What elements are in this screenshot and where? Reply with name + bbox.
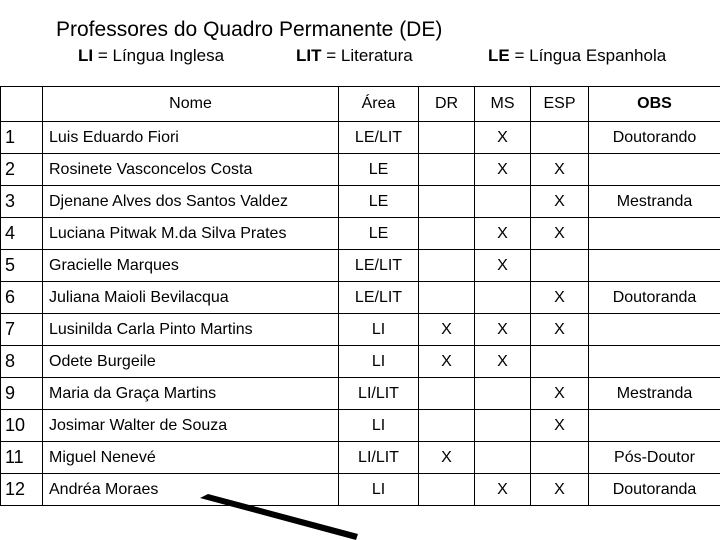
- header-esp: ESP: [531, 87, 589, 122]
- cell-ms: X: [475, 474, 531, 506]
- legend-lit: [296, 46, 413, 66]
- cell-name: Luciana Pitwak M.da Silva Prates: [43, 218, 339, 250]
- cell-ms: X: [475, 250, 531, 282]
- cell-area: LI/LIT: [339, 378, 419, 410]
- cell-area: LE/LIT: [339, 250, 419, 282]
- cell-area: LI/LIT: [339, 442, 419, 474]
- cell-esp: X: [531, 378, 589, 410]
- cell-ms: X: [475, 218, 531, 250]
- cell-name: Rosinete Vasconcelos Costa: [43, 154, 339, 186]
- cell-dr: [419, 154, 475, 186]
- header-dr: DR: [419, 87, 475, 122]
- table-row: [1, 378, 720, 410]
- professors-table: [0, 86, 720, 506]
- header-area: Área: [339, 87, 419, 122]
- legend-lit-desc: = Literatura: [321, 46, 413, 65]
- cell-dr: [419, 474, 475, 506]
- cell-ms: [475, 282, 531, 314]
- cell-dr: X: [419, 442, 475, 474]
- cell-dr: X: [419, 314, 475, 346]
- table-row: [1, 250, 720, 282]
- header-num: [1, 87, 43, 122]
- cell-ms: [475, 378, 531, 410]
- table-row: [1, 474, 720, 506]
- cell-obs: [589, 410, 720, 442]
- legend-le: [488, 46, 666, 66]
- cell-esp: X: [531, 474, 589, 506]
- cell-dr: [419, 282, 475, 314]
- cell-dr: [419, 218, 475, 250]
- cell-obs: Pós-Doutor: [589, 442, 720, 474]
- cell-num: 7: [1, 314, 43, 346]
- cell-dr: [419, 250, 475, 282]
- legend-lit-abbr: LIT: [296, 46, 322, 65]
- header-name: Nome: [43, 87, 339, 122]
- cell-obs: [589, 154, 720, 186]
- header-obs: OBS: [589, 87, 720, 122]
- table-row: [1, 122, 720, 154]
- table-row: [1, 154, 720, 186]
- cell-name: Gracielle Marques: [43, 250, 339, 282]
- table-row: [1, 442, 720, 474]
- legend-le-desc: = Língua Espanhola: [509, 46, 667, 65]
- cell-area: LI: [339, 314, 419, 346]
- cell-area: LE/LIT: [339, 282, 419, 314]
- page-title: Professores do Quadro Permanente (DE): [56, 18, 443, 41]
- cell-dr: X: [419, 346, 475, 378]
- cell-esp: [531, 250, 589, 282]
- cell-dr: [419, 122, 475, 154]
- legend-li: [78, 46, 224, 66]
- cell-obs: [589, 314, 720, 346]
- cell-num: 11: [1, 442, 43, 474]
- cell-ms: [475, 410, 531, 442]
- cell-obs: Mestranda: [589, 378, 720, 410]
- cell-num: 8: [1, 346, 43, 378]
- cell-esp: [531, 346, 589, 378]
- cell-obs: [589, 218, 720, 250]
- legend-li-abbr: LI: [78, 46, 94, 65]
- cell-num: 12: [1, 474, 43, 506]
- cell-num: 1: [1, 122, 43, 154]
- cell-obs: Doutorando: [589, 122, 720, 154]
- cell-ms: [475, 186, 531, 218]
- cell-num: 3: [1, 186, 43, 218]
- cell-num: 4: [1, 218, 43, 250]
- table-row: [1, 186, 720, 218]
- cell-name: Lusinilda Carla Pinto Martins: [43, 314, 339, 346]
- cell-obs: Mestranda: [589, 186, 720, 218]
- cell-esp: [531, 442, 589, 474]
- table-row: [1, 314, 720, 346]
- cell-dr: [419, 378, 475, 410]
- cell-obs: [589, 346, 720, 378]
- cell-esp: [531, 122, 589, 154]
- cell-num: 6: [1, 282, 43, 314]
- table-row: [1, 282, 720, 314]
- cell-name: Maria da Graça Martins: [43, 378, 339, 410]
- cell-esp: X: [531, 186, 589, 218]
- cell-num: 10: [1, 410, 43, 442]
- cell-area: LI: [339, 410, 419, 442]
- cell-obs: [589, 250, 720, 282]
- cell-name: Andréa Moraes: [43, 474, 339, 506]
- cell-obs: Doutoranda: [589, 474, 720, 506]
- legend-le-abbr: LE: [488, 46, 510, 65]
- cell-dr: [419, 186, 475, 218]
- cell-ms: X: [475, 154, 531, 186]
- cell-name: Odete Burgeile: [43, 346, 339, 378]
- cell-num: 9: [1, 378, 43, 410]
- cell-esp: X: [531, 218, 589, 250]
- cell-name: Miguel Nenevé: [43, 442, 339, 474]
- table-row: [1, 346, 720, 378]
- legend-li-desc: = Língua Inglesa: [93, 46, 225, 65]
- cell-obs: Doutoranda: [589, 282, 720, 314]
- table-row: [1, 410, 720, 442]
- table-header-row: [1, 87, 720, 122]
- cell-name: Djenane Alves dos Santos Valdez: [43, 186, 339, 218]
- cell-name: Juliana Maioli Bevilacqua: [43, 282, 339, 314]
- cell-area: LE/LIT: [339, 122, 419, 154]
- cell-num: 2: [1, 154, 43, 186]
- cell-name: Luis Eduardo Fiori: [43, 122, 339, 154]
- cell-area: LE: [339, 186, 419, 218]
- cell-name: Josimar Walter de Souza: [43, 410, 339, 442]
- cell-area: LE: [339, 154, 419, 186]
- cell-area: LI: [339, 474, 419, 506]
- cell-esp: X: [531, 154, 589, 186]
- cell-area: LI: [339, 346, 419, 378]
- header-ms: MS: [475, 87, 531, 122]
- cell-ms: X: [475, 314, 531, 346]
- cell-ms: [475, 442, 531, 474]
- cell-esp: X: [531, 314, 589, 346]
- cell-ms: X: [475, 346, 531, 378]
- cell-esp: X: [531, 282, 589, 314]
- cell-num: 5: [1, 250, 43, 282]
- cell-ms: X: [475, 122, 531, 154]
- cell-area: LE: [339, 218, 419, 250]
- cell-esp: X: [531, 410, 589, 442]
- cell-dr: [419, 410, 475, 442]
- table-row: [1, 218, 720, 250]
